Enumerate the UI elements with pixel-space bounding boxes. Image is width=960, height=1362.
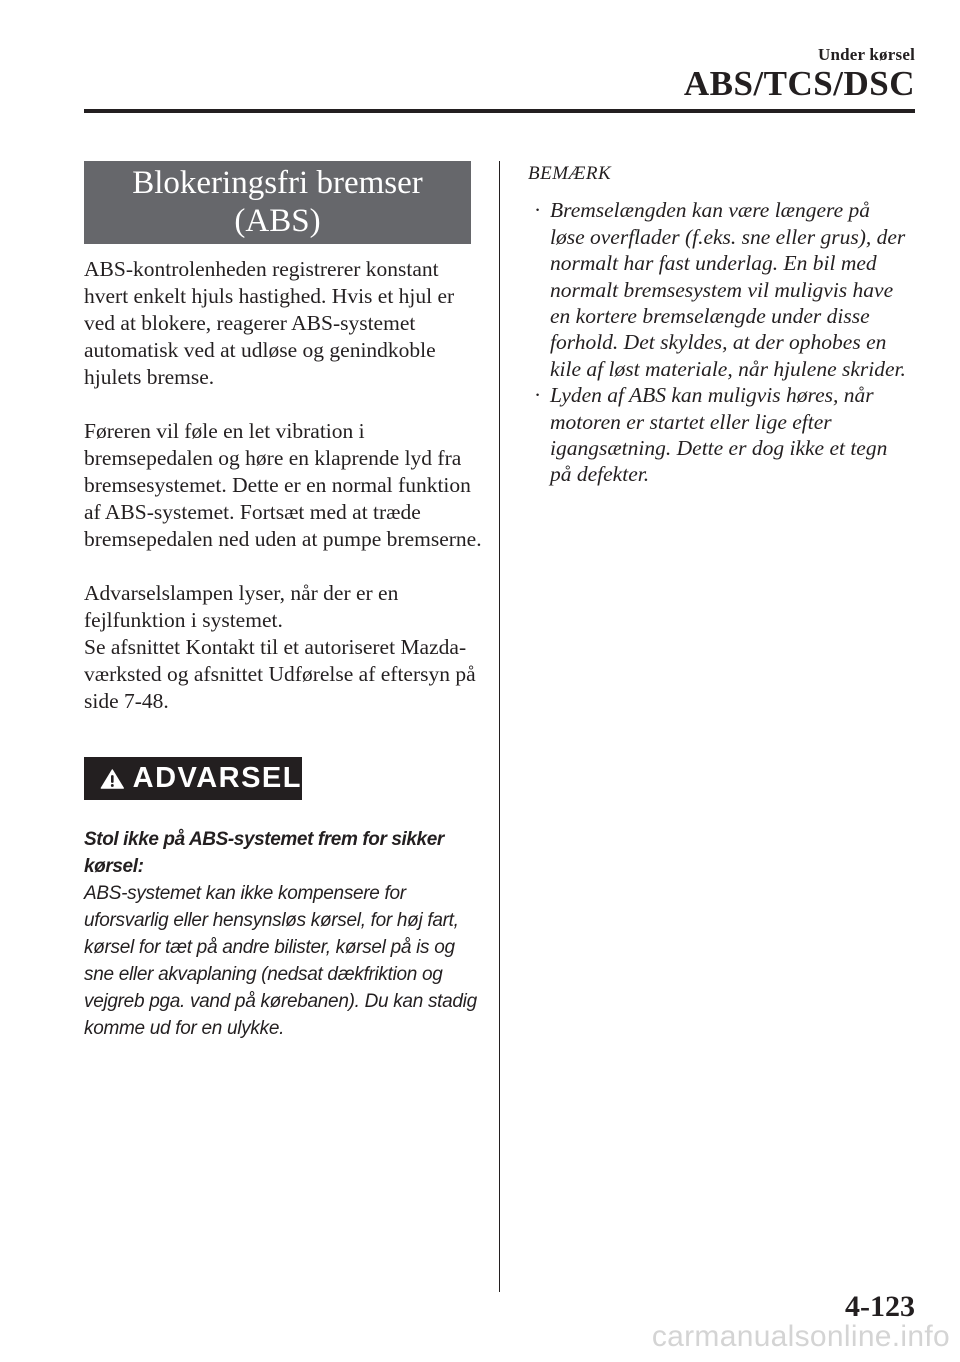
note-item-text: Lyden af ABS kan muligvis høres, når motoren er startet eller lige efter igangsætning. Dette er dog ikke et tegn på defekter.	[550, 383, 888, 487]
header-rule	[84, 109, 915, 113]
left-column	[84, 256, 484, 742]
warning-triangle-icon	[100, 764, 125, 794]
note-item-text: Bremselængden kan være længere på løse overflader (f.eks. sne eller grus), der normalt har fast underlag. En bil med normalt bremsesystem vil muligvis have en kortere bremselængde under disse forhold. Det skyldes, at der ophobes en kile af løst materiale, når hjulene skrider.	[550, 198, 906, 381]
note-title: BEMÆRK	[528, 163, 612, 184]
paragraph-vibration: Føreren vil føle en let vibration i bremsepedalen og høre en klaprende lyd fra bremsesystemet. Dette er en normal funktion af ABS-systemet. Fortsæt med at træde bremsepedalen ned uden at pumpe bremserne.	[84, 419, 482, 551]
column-divider	[499, 161, 500, 1292]
header-chapter: Under kørsel	[817, 45, 915, 64]
header-section-title: ABS/TCS/DSC	[683, 64, 915, 103]
warning-text: ABS-systemet kan ikke kompensere for uforsvarlig eller hensynsløs kørsel, for høj fart, kørsel for tæt på andre bilister, kørsel på is og sne eller akvaplaning (nedsat dækfriktion og vejgreb pga. vand på kørebanen). Du kan stadig komme ud for en ulykke.	[84, 883, 477, 1039]
note-section	[528, 161, 908, 488]
section-title-box	[84, 161, 471, 244]
bullet-dot-icon: ·	[534, 383, 542, 408]
warning-label: ADVARSEL	[132, 762, 302, 794]
warning-badge	[84, 757, 302, 800]
note-item	[528, 382, 908, 488]
page-number: 4-123	[845, 1290, 915, 1323]
bullet-dot-icon: ·	[534, 198, 542, 223]
section-title-line1: Blokeringsfri bremser	[132, 165, 423, 201]
warning-body	[84, 826, 484, 1042]
warning-heading: Stol ikke på ABS-systemet frem for sikker kørsel:	[84, 829, 444, 877]
paragraph-abs-control: ABS-kontrolenheden registrerer konstant hvert enkelt hjuls hastighed. Hvis et hjul er ved at blokere, reagerer ABS-systemet automatisk ved at udløse og genindkoble hjulets bremse.	[84, 257, 455, 389]
section-title-line2: (ABS)	[234, 203, 321, 239]
note-item	[528, 197, 908, 382]
paragraph-warning-lamp: Advarselslampen lyser, når der er en fejlfunktion i systemet.	[84, 581, 399, 632]
watermark: carmanualsonline.info	[651, 1320, 950, 1353]
paragraph-see-section: Se afsnittet Kontakt til et autoriseret Mazda-værksted og afsnittet Udførelse af eftersyn på side 7-48.	[84, 635, 476, 713]
